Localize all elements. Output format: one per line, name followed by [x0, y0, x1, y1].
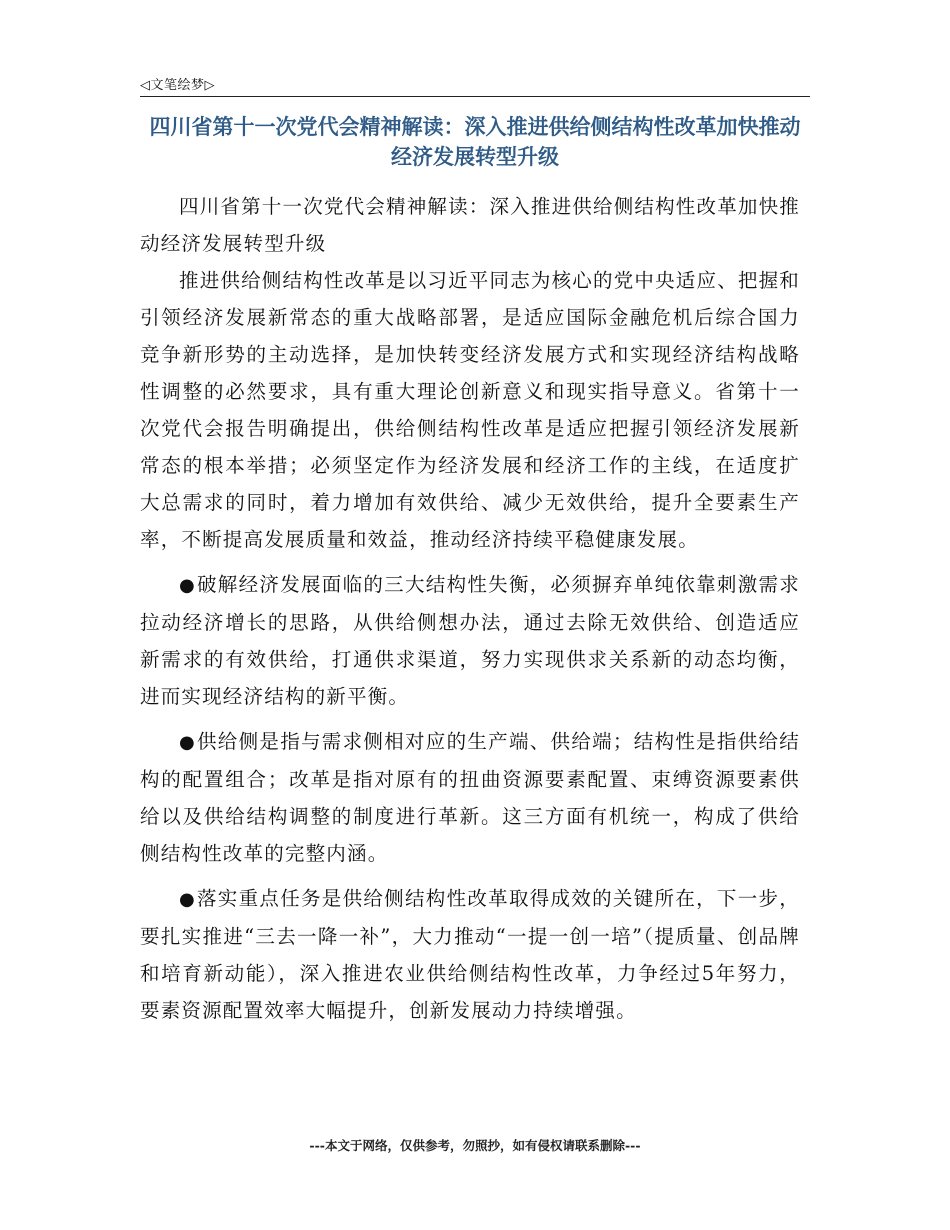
- bullet-marker: ●: [179, 732, 197, 753]
- bullet-text-2: 供给侧是指与需求侧相对应的生产端、供给端；结构性是指供给结构的配置组合；改革是指对原有的扭曲资源要素配置、束缚资源要素供给以及供给结构调整的制度进行革新。这三方面有机统一，构成了供给侧结构性改革的完整内涵。: [140, 730, 801, 865]
- document-body: [140, 188, 800, 1029]
- document-title: 四川省第十一次党代会精神解读：深入推进供给侧结构性改革加快推动经济发展转型升级: [149, 115, 801, 169]
- page-footer-disclaimer: ---本文于网络，仅供参考，勿照抄，如有侵权请联系删除---: [309, 1138, 641, 1153]
- bullet-marker: ●: [179, 575, 197, 596]
- bullet-text-1: 破解经济发展面临的三大结构性失衡，必须摒弃单纯依靠刺激需求拉动经济增长的思路，从供给侧想办法，通过去除无效供给、创造适应新需求的有效供给，打通供求渠道，努力实现供求关系新的动态均衡，进而实现经济结构的新平衡。: [140, 573, 801, 708]
- bullet-marker: ●: [179, 889, 197, 910]
- header-brand-text: ◁文笔绘梦▷: [140, 78, 215, 93]
- page-header: [140, 72, 810, 97]
- bullet-text-3: 落实重点任务是供给侧结构性改革取得成效的关键所在，下一步，要扎实推进“三去一降一补”，大力推动“一提一创一培”（提质量、创品牌和培育新动能），深入推进农业供给侧结构性改革，力争经过5年努力，要素资源配置效率大幅提升，创新发展动力持续增强。: [140, 887, 801, 1022]
- bullet-paragraph-1: [140, 566, 800, 715]
- bullet-paragraph-3: [140, 880, 800, 1029]
- body-paragraph: 推进供给侧结构性改革是以习近平同志为核心的党中央适应、把握和引领经济发展新常态的重大战略部署，是适应国际金融危机后综合国力竞争新形势的主动选择，是加快转变经济发展方式和实现经济结构战略性调整的必然要求，具有重大理论创新意义和现实指导意义。省第十一次党代会报告明确提出，供给侧结构性改革是适应把握引领经济发展新常态的根本举措；必须坚定作为经济发展和经济工作的主线，在适度扩大总需求的同时，着力增加有效供给、减少无效供给，提升全要素生产率，不断提高发展质量和效益，推动经济持续平稳健康发展。: [140, 269, 801, 551]
- bullet-paragraph-2: [140, 723, 800, 872]
- intro-paragraph: 四川省第十一次党代会精神解读：深入推进供给侧结构性改革加快推动经济发展转型升级: [140, 195, 801, 255]
